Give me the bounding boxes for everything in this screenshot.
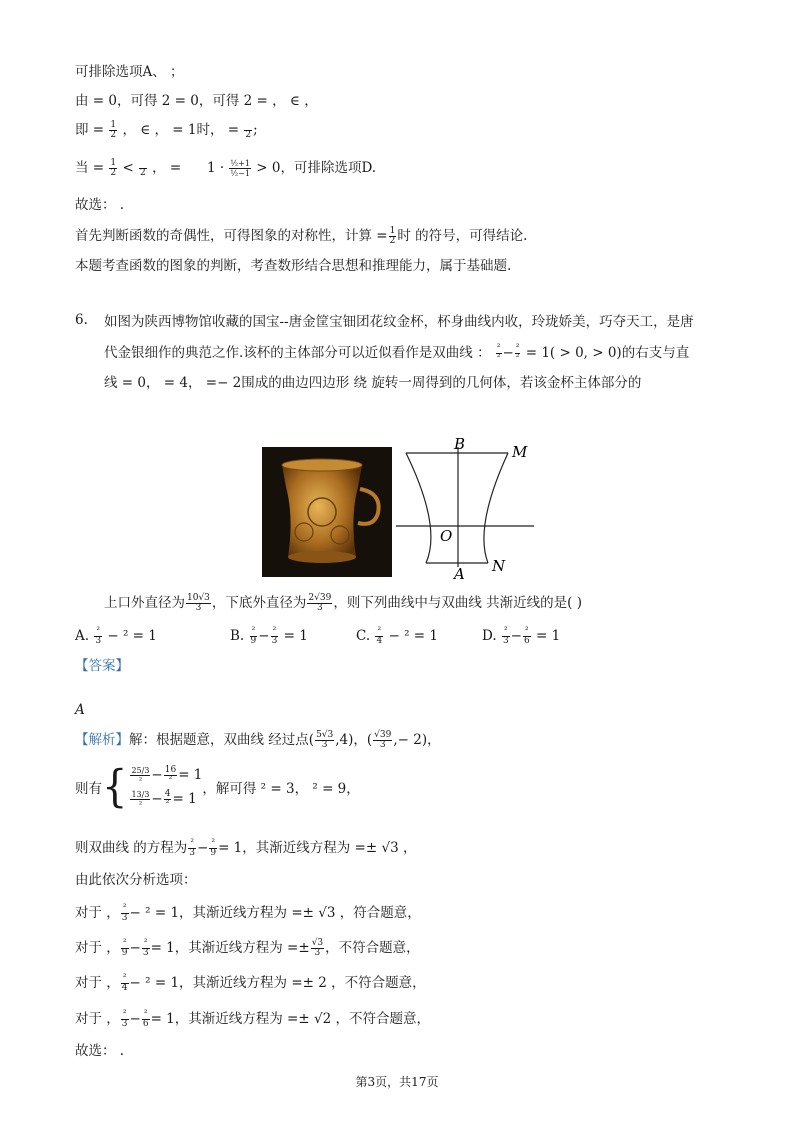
text-fragment: 对于 ， <box>75 975 120 991</box>
fraction: $\frac{\text{²}}{9}$ <box>121 938 128 958</box>
text-fragment: ，解可得 ² = 3， ² = 9， <box>202 781 360 797</box>
fraction: $\frac{\text{²}}{3}$ <box>95 626 102 646</box>
fraction: 2 <box>139 159 147 178</box>
fraction: $\frac{\text{²}}{4}$ <box>121 973 128 993</box>
page-footer: 第3页，共17页 <box>355 1075 439 1089</box>
text-fragment: 代金银细作的典范之作.该杯的主体部分可以近似看作是双曲线 ： <box>104 345 491 361</box>
question-text: 如图为陕西博物馆收藏的国宝--唐金筐宝钿团花纹金杯，杯身曲线内收，玲珑娇美，巧夺天工，是唐 <box>104 314 694 330</box>
option-d[interactable]: D. $\frac{\text{²}}{3}$ − $\frac{\text{²}}{6}$ = 1 <box>482 626 561 646</box>
label-n: N <box>492 557 506 575</box>
analysis-system <box>75 763 360 811</box>
fraction: $\frac{√3}{3}$ <box>311 938 324 958</box>
analysis-line <box>75 730 441 750</box>
fraction: $\frac{\text{²}}{3}$ <box>271 626 278 646</box>
answer-tag: 【答案】 <box>75 658 129 674</box>
text-fragment: 首先判断函数的奇偶性，可得图象的对称性，计算 = <box>75 228 388 244</box>
text-fragment: 解：根据题意，双曲线 经过点( <box>129 732 315 748</box>
option-label: B. <box>230 628 245 644</box>
fraction: $\frac{\text{²}}{9}$ <box>210 838 217 858</box>
text-fragment: 时 的符号，可得结论. <box>397 228 528 244</box>
text-line <box>75 158 376 178</box>
fraction: $\frac{5√3}{3}$ <box>316 730 334 750</box>
fraction: $\frac{\text{²}}{3}$ <box>121 1009 128 1029</box>
fraction: $\frac{\text{²}}{6}$ <box>142 1009 149 1029</box>
text-line: 可排除选项A、 ； <box>75 64 184 80</box>
option-text: = 1 <box>536 628 561 644</box>
text-fragment: ,4)，( <box>335 732 373 748</box>
text-fragment: = 1，其渐近线方程为 =± <box>150 940 310 956</box>
brace: { <box>102 761 128 813</box>
fraction: $\frac{1}{2}$ <box>110 120 117 140</box>
option-text: − ² = 1 <box>107 628 157 644</box>
text-fragment: = 1，其渐近线方程为 =± √3 ， <box>218 840 417 856</box>
option-label: A. <box>75 628 90 644</box>
option-c[interactable] <box>356 626 438 646</box>
text-fragment: 则双曲线 的方程为 <box>75 840 188 856</box>
fraction: $\frac{\text{²}}{6}$ <box>523 626 530 646</box>
text-fragment: 1 · <box>206 160 225 176</box>
text-fragment: − ² = 1，其渐近线方程为 =± 2 ，不符合题意， <box>129 975 426 991</box>
analysis-row: 对于 ， $\frac{\text{²}}{9}$ − $\frac{\text{²}}{3}$ = 1，其渐近线方程为 =± $\frac{√3}{3}$ ，不符合题意， <box>75 938 420 958</box>
analysis-tag: 【解析】 <box>75 732 129 748</box>
option-text: = 1 <box>283 628 308 644</box>
text-fragment: 对于 ， <box>75 1011 120 1027</box>
text-fragment: 当 = <box>75 160 105 176</box>
text-line <box>75 226 527 246</box>
question-number: 6. <box>75 312 88 328</box>
text-fragment: = 1，其渐近线方程为 =± √2 ，不符合题意， <box>150 1011 430 1027</box>
fraction: $\frac{\text{½+1}}{\text{½−1}}$ <box>230 159 250 178</box>
option-b[interactable]: B. $\frac{\text{²}}{9}$ − $\frac{\text{²}}{3}$ = 1 <box>230 626 308 646</box>
text-fragment: < <box>122 160 134 176</box>
analysis-line: 则双曲线 的方程为 $\frac{\text{²}}{3}$ − $\frac{\text{²}}{9}$ = 1，其渐近线方程为 =± √3 ， <box>75 838 417 858</box>
fraction: $\frac{\text{²}}{\text{²}}$ <box>496 343 501 363</box>
text-fragment: 上口外直径为 <box>104 595 185 611</box>
question-text: 代金银细作的典范之作.该杯的主体部分可以近似看作是双曲线 ： $\frac{\text{²}}{\text{²}}$ − $\frac{\text{²}}{\text{²}}$ = 1( > 0, > 0)的右支与直 <box>104 343 690 363</box>
fraction: $\frac{\text{²}}{9}$ <box>250 626 257 646</box>
text-fragment: − ² = 1，其渐近线方程为 =± √3 ，符合题意， <box>129 905 421 921</box>
text-fragment: 对于 ， <box>75 905 120 921</box>
equation-system: $\frac{25/3}{\text{²}}$ − $\frac{16}{\text{²}}$ = 1 $\frac{13/3}{\text{²}}$ − $\frac{4}{\text{²}}$ = 1 <box>131 765 203 809</box>
analysis-line: 故选： . <box>75 1043 125 1059</box>
analysis-row: 对于 ， $\frac{\text{²}}{3}$ − $\frac{\text{²}}{6}$ = 1，其渐近线方程为 =± √2 ，不符合题意， <box>75 1009 430 1029</box>
text-fragment: ，则下列曲线中与双曲线 共渐近线的是( ) <box>333 595 582 611</box>
text-fragment: ,− 2)， <box>393 732 441 748</box>
figure <box>262 437 538 582</box>
fraction: $\frac{10√3}{3}$ <box>187 593 210 613</box>
fraction: $\frac{\text{²}}{3}$ <box>189 838 196 858</box>
fraction: $\frac{√39}{3}$ <box>374 730 392 750</box>
option-a[interactable] <box>75 626 157 646</box>
analysis-row <box>75 903 421 923</box>
text-fragment: 则有 <box>75 781 102 797</box>
fraction: $\frac{\text{²}}{\text{²}}$ <box>515 343 520 363</box>
analysis-row <box>75 973 426 993</box>
text-fragment: = 1( > 0, > 0)的右支与直 <box>525 345 690 361</box>
gold-cup-photo <box>262 447 392 577</box>
fraction: $\frac{2√39}{3}$ <box>308 593 332 613</box>
text-fragment: 即 = <box>75 122 105 138</box>
text-fragment: ， = <box>152 160 182 176</box>
label-a: A <box>454 565 465 582</box>
text-fragment: 对于 ， <box>75 940 120 956</box>
analysis-line: 由此依次分析选项： <box>75 872 197 888</box>
fraction: $\frac{1}{2}$ <box>110 158 117 178</box>
text-fragment: ， ∈ ， = 1时， = <box>122 122 240 138</box>
fraction: $\frac{\text{²}}{3}$ <box>121 903 128 923</box>
text-line: 故选： . <box>75 197 125 213</box>
label-m: M <box>512 443 528 461</box>
fraction: $\frac{\text{²}}{3}$ <box>502 626 509 646</box>
text-fragment: ; <box>253 122 258 138</box>
text-line: 本题考查函数的图象的判断，考查数形结合思想和推理能力，属于基础题. <box>75 258 512 274</box>
option-label: D. <box>482 628 497 644</box>
fraction: $\frac{\text{²}}{4}$ <box>376 626 383 646</box>
question-text <box>104 593 582 613</box>
question-text: 线 = 0， = 4， =− 2围成的曲边四边形 绕 旋转一周得到的几何体，若该金杯主体部分的 <box>104 375 642 391</box>
text-line: 由 = 0，可得 2 = 0，可得 2 = ， ∈ ， <box>75 93 318 109</box>
option-text: − ² = 1 <box>388 628 438 644</box>
text-fragment: ，不符合题意， <box>325 940 420 956</box>
answer-value: A <box>75 702 85 718</box>
fraction: $\frac{1}{2}$ <box>389 226 396 246</box>
option-label: C. <box>356 628 371 644</box>
text-fragment: ，下底外直径为 <box>211 595 307 611</box>
text-line <box>75 120 258 140</box>
fraction: 2 <box>244 121 252 140</box>
label-b: B <box>454 437 466 453</box>
text-fragment: > 0，可排除选项D. <box>256 160 377 176</box>
fraction: $\frac{\text{²}}{3}$ <box>142 938 149 958</box>
label-o: O <box>440 527 453 545</box>
hyperbola-diagram <box>394 437 538 582</box>
